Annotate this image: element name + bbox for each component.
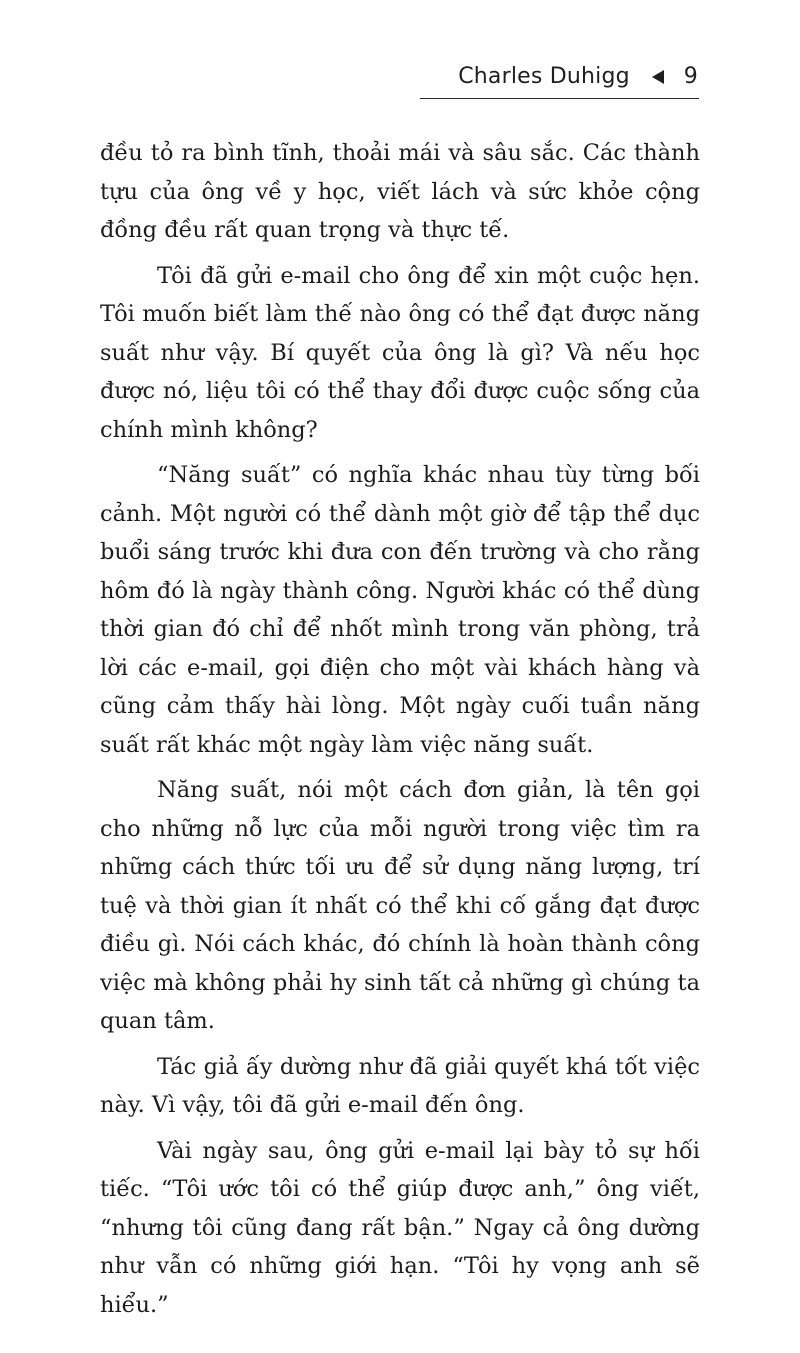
paragraph-2: Tôi đã gửi e-mail cho ông để xin một cuộc hẹn. Tôi muốn biết làm thế nào ông có thể đạt được năng suất như vậy. Bí quyết của ông là gì? Và nếu học được nó, liệu tôi có thể thay đổi được cuộc sống của chính mình không? [100,262,700,443]
page-number: 9 [683,64,698,89]
body-text [100,134,700,1331]
paragraph-1: đều tỏ ra bình tĩnh, thoải mái và sâu sắc. Các thành tựu của ông về y học, viết lách và sức khỏe cộng đồng đều rất quan trọng và thực tế. [100,140,700,243]
paragraph-4: Năng suất, nói một cách đơn giản, là tên gọi cho những nỗ lực của mỗi người trong việc tìm ra những cách thức tối ưu để sử dụng năng lượng, trí tuệ và thời gian ít nhất có thể khi cố gắng đạt được điều gì. Nói cách khác, đó chính là hoàn thành công việc mà không phải hy sinh tất cả những gì chúng ta quan tâm. [100,777,700,1034]
left-triangle-icon [652,70,664,84]
author-name: Charles Duhigg [458,64,630,89]
header-rule [420,98,699,99]
paragraph-6: Vài ngày sau, ông gửi e-mail lại bày tỏ sự hối tiếc. “Tôi ước tôi có thể giúp được anh,” ông viết, “nhưng tôi cũng đang rất bận.” Ngay cả ông dường như vẫn có những giới hạn. “Tôi hy vọng anh sẽ hiểu.” [100,1137,700,1318]
running-header [458,64,698,89]
paragraph-3: “Năng suất” có nghĩa khác nhau tùy từng bối cảnh. Một người có thể dành một giờ để tập thể dục buổi sáng trước khi đưa con đến trường và cho rằng hôm đó là ngày thành công. Người khác có thể dùng thời gian đó chỉ để nhốt mình trong văn phòng, trả lời các e-mail, gọi điện cho một vài khách hàng và cũng cảm thấy hài lòng. Một ngày cuối tuần năng suất rất khác một ngày làm việc năng suất. [100,462,700,758]
paragraph-5: Tác giả ấy dường như đã giải quyết khá tốt việc này. Vì vậy, tôi đã gửi e-mail đến ông. [100,1053,700,1118]
